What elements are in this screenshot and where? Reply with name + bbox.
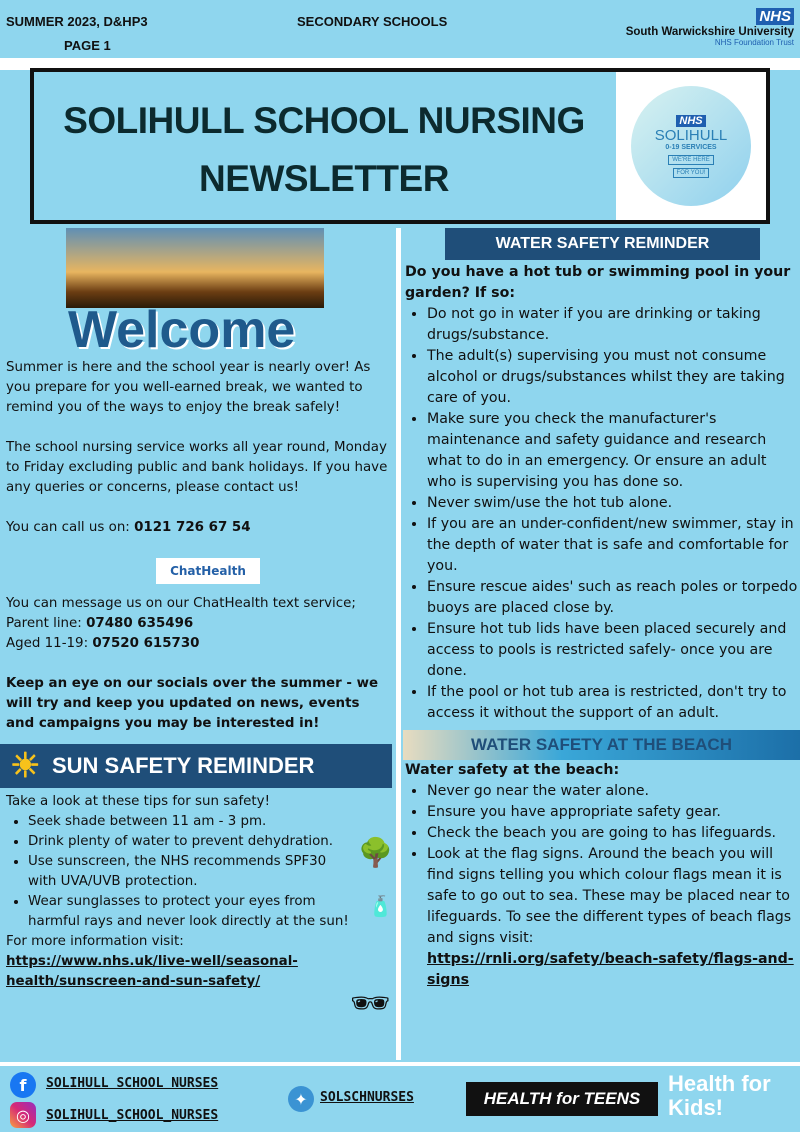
right-column [405, 228, 800, 991]
health-for-teens-logo[interactable]: HEALTH for TEENS [466, 1082, 658, 1116]
solihull-0-19-logo [616, 72, 766, 220]
list-item: • If the pool or hot tub area is restricted, don't try to access it without the support of an adult. [427, 682, 800, 724]
list-item: • Seek shade between 11 am - 3 pm. [28, 812, 351, 832]
list-item: • Do not go in water if you are drinking or taking drugs/substance. [427, 304, 800, 346]
newsletter-title: SOLIHULL SCHOOL NURSING NEWSLETTER [63, 100, 585, 199]
sun-safety-banner [0, 744, 392, 788]
logo-services: 0-19 SERVICES [665, 143, 717, 151]
call-text: You can call us on: 0121 726 67 54 [6, 520, 251, 535]
parent-line: Parent line: 07480 635496 [6, 616, 194, 631]
sun-heading: SUN SAFETY REMINDER [52, 753, 315, 778]
aged-line: Aged 11-19: 07520 615730 [6, 636, 200, 651]
rnli-link[interactable]: https://rnli.org/safety/beach-safety/flags-and-signs [427, 951, 794, 988]
nhs-badge: NHS [676, 115, 705, 127]
column-divider [396, 228, 401, 1060]
service-text: The school nursing service works all year round, Monday to Friday excluding public and bank holidays. If you have any queries or concerns, please contact us! [6, 440, 388, 495]
list-item: • Make sure you check the manufacturer's maintenance and safety guidance and research what to do in an emergency. Or ensure an adult who is supervising you has done so. [427, 409, 800, 493]
chathealth-logo: ChatHealth [156, 558, 260, 584]
list-item: • Look at the flag signs. Around the beach you will find signs telling you which colour flags mean it is safe to go out to sea. These may be placed near to lifeguards. To see the different types of beach flags and signs visit: https://rnli.org/safety/beach-safety/flags-and-signs [427, 844, 800, 991]
trust-logo [626, 8, 794, 47]
list-item: • If you are an under-confident/new swimmer, stay in the depth of water that is safe and comfortable for you. [427, 514, 800, 577]
socials-text: Keep an eye on our socials over the summer - we will try and keep you updated on news, events and campaigns you may be interested in! [6, 676, 379, 731]
tree-icon: 🌳 [358, 836, 393, 869]
list-item: • Check the beach you are going to has lifeguards. [427, 823, 800, 844]
welcome-heading: Welcome [68, 301, 296, 359]
more-info-text: For more information visit: [6, 934, 184, 949]
title-box [30, 68, 770, 224]
sun-safety-link[interactable]: https://www.nhs.uk/live-well/seasonal-health/sunscreen-and-sun-safety/ [6, 954, 298, 989]
instagram-icon[interactable]: ◎ [10, 1102, 36, 1128]
beach-safety-banner: WATER SAFETY AT THE BEACH [403, 730, 800, 760]
beach-intro: Water safety at the beach: [405, 762, 620, 778]
water-safety-banner: WATER SAFETY REMINDER [445, 228, 760, 260]
list-item: • Wear sunglasses to protect your eyes from harmful rays and never look directly at the sun! [28, 892, 351, 932]
list-item: • The adult(s) supervising you must not consume alcohol or drugs/substances whilst they are taking care of you. [427, 346, 800, 409]
twitter-icon[interactable]: ✦ [288, 1086, 314, 1112]
sunset-photo [66, 228, 324, 308]
list-item: • Drink plenty of water to prevent dehydration. [28, 832, 351, 852]
audience-label: SECONDARY SCHOOLS [297, 14, 448, 29]
list-item: • Ensure you have appropriate safety gear. [427, 802, 800, 823]
beach-safety-list [405, 781, 800, 991]
instagram-link[interactable]: SOLIHULL_SCHOOL_NURSES [46, 1108, 219, 1123]
logo-name: SOLIHULL [654, 126, 728, 144]
sun-icon: ☀ [10, 747, 41, 785]
water-bottle-icon: 🧴 [368, 894, 393, 918]
sunglasses-icon: 🕶 [350, 984, 391, 1022]
health-for-kids-logo[interactable]: Health for Kids! [668, 1071, 771, 1120]
facebook-icon[interactable]: f [10, 1072, 36, 1098]
water-question: Do you have a hot tub or swimming pool in your garden? If so: [405, 264, 791, 301]
trust-sub: NHS Foundation Trust [714, 38, 794, 47]
list-item: • Never swim/use the hot tub alone. [427, 493, 800, 514]
facebook-link[interactable]: SOLIHULL SCHOOL NURSES [46, 1076, 219, 1091]
sun-intro: Take a look at these tips for sun safety! [6, 794, 270, 809]
twitter-link[interactable]: SOLSCHNURSES [320, 1090, 414, 1105]
list-item: • Ensure rescue aides' such as reach poles or torpedo buoys are placed close by. [427, 577, 800, 619]
message-text: You can message us on our ChatHealth text service; [6, 596, 356, 611]
edition-label: SUMMER 2023, D&HP3 [6, 14, 148, 29]
footer [0, 1062, 800, 1132]
list-item: • Never go near the water alone. [427, 781, 800, 802]
logo-sign: FOR YOU! [673, 168, 710, 178]
list-item: • Ensure hot tub lids have been placed securely and access to pools is restricted safely- once you are done. [427, 619, 800, 682]
page-label: PAGE 1 [64, 38, 111, 53]
welcome-text: Summer is here and the school year is nearly over! As you prepare for you well-earned break, we wanted to remind you of the ways to enjoy the break safely! [6, 360, 371, 415]
nhs-badge: NHS [756, 8, 794, 25]
list-item: • Use sunscreen, the NHS recommends SPF30 with UVA/UVB protection. [28, 852, 351, 892]
left-column [6, 228, 393, 1022]
logo-sign: WE'RE HERE [668, 155, 713, 165]
trust-name: South Warwickshire University [625, 26, 794, 38]
sun-tips-list [6, 812, 351, 932]
water-safety-list [405, 304, 800, 724]
